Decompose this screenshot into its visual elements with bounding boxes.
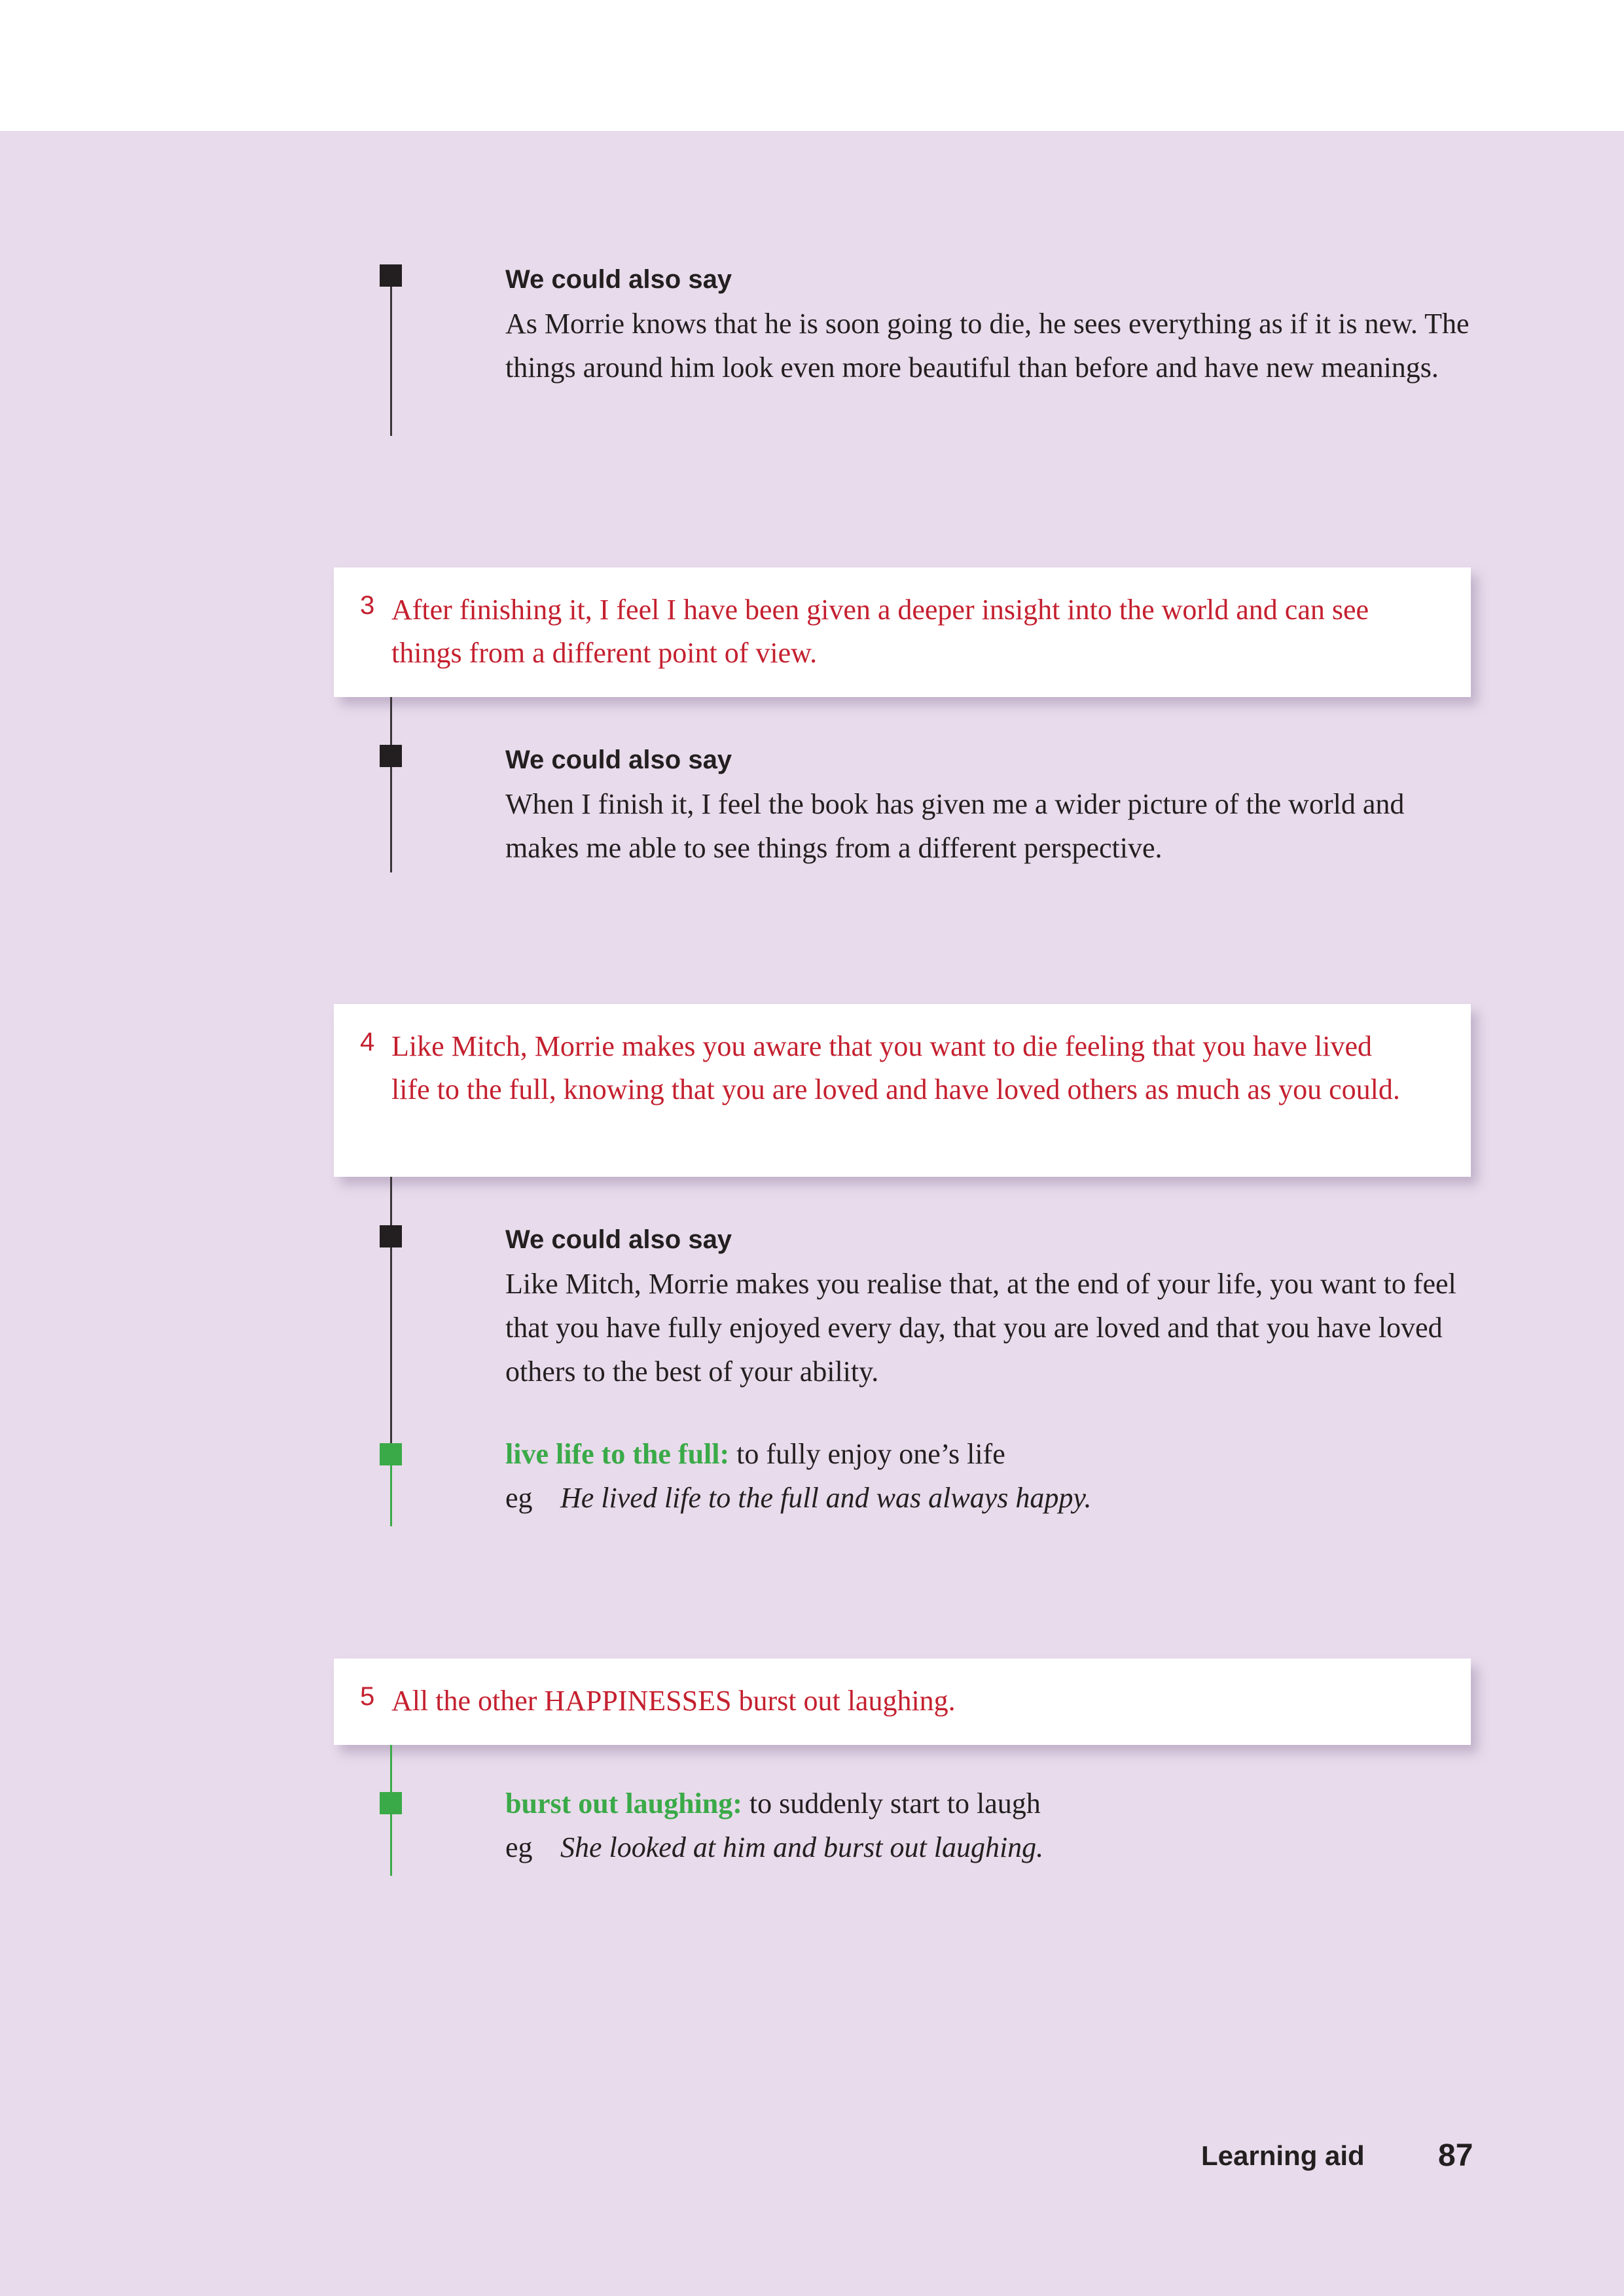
vocab-example-line bbox=[505, 1476, 1474, 1520]
page-background bbox=[0, 131, 1624, 2296]
timeline-line bbox=[390, 275, 392, 436]
quote-number: 3 bbox=[360, 591, 375, 620]
square-bullet-icon bbox=[380, 1225, 402, 1247]
also-say-content bbox=[505, 258, 1474, 389]
also-say-text: As Morrie knows that he is soon going to die, he sees everything as if it is new. The things around him look even more beautiful than before and have new meanings. bbox=[505, 308, 1470, 384]
quote-text: Like Mitch, Morrie makes you aware that you want to die feeling that you have lived life to the full, knowing that you are loved and have loved others as much as you could. bbox=[391, 1030, 1400, 1105]
also-say-text: Like Mitch, Morrie makes you realise that, at the end of your life, you want to feel that you have fully enjoyed every day, that you are loved and that you have loved others to the best of your ability. bbox=[505, 1268, 1456, 1388]
vocab-content bbox=[505, 1432, 1474, 1520]
timeline-line bbox=[390, 697, 392, 872]
eg-label: eg bbox=[505, 1482, 533, 1514]
quote-number: 5 bbox=[360, 1682, 375, 1711]
quote-box-4 bbox=[334, 1004, 1471, 1177]
quote-box-3 bbox=[334, 567, 1471, 697]
page-number: 87 bbox=[1438, 2138, 1473, 2173]
quote-box-5 bbox=[334, 1659, 1471, 1745]
also-say-content bbox=[505, 738, 1474, 870]
vocab-definition: to fully enjoy one’s life bbox=[729, 1438, 1005, 1470]
vocab-example: She looked at him and burst out laughing. bbox=[560, 1831, 1044, 1863]
quote-number: 4 bbox=[360, 1028, 375, 1056]
quote-text: All the other HAPPINESSES burst out laughing. bbox=[391, 1685, 956, 1717]
also-say-content bbox=[505, 1218, 1474, 1393]
square-bullet-icon bbox=[380, 264, 402, 287]
vocab-definition-line bbox=[505, 1782, 1474, 1825]
also-say-heading: We could also say bbox=[505, 745, 732, 774]
quote-text: After finishing it, I feel I have been given a deeper insight into the world and can see things from a different point of view. bbox=[391, 594, 1369, 669]
vocab-content bbox=[505, 1782, 1474, 1869]
vocab-definition: to suddenly start to laugh bbox=[742, 1787, 1041, 1820]
eg-label: eg bbox=[505, 1831, 533, 1863]
vocab-term: live life to the full: bbox=[505, 1438, 730, 1470]
footer-section-label: Learning aid bbox=[1201, 2140, 1365, 2171]
vocab-definition-line bbox=[505, 1432, 1474, 1476]
also-say-heading: We could also say bbox=[505, 265, 732, 294]
timeline-line bbox=[390, 1177, 392, 1454]
also-say-heading: We could also say bbox=[505, 1225, 732, 1254]
vocab-example: He lived life to the full and was always happy. bbox=[560, 1482, 1092, 1514]
square-bullet-icon-green bbox=[380, 1792, 402, 1814]
square-bullet-icon bbox=[380, 745, 402, 767]
also-say-text: When I finish it, I feel the book has given me a wider picture of the world and makes me able to see things from a different perspective. bbox=[505, 788, 1405, 864]
vocab-term: burst out laughing: bbox=[505, 1787, 742, 1820]
vocab-example-line bbox=[505, 1825, 1474, 1869]
square-bullet-icon-green bbox=[380, 1443, 402, 1465]
